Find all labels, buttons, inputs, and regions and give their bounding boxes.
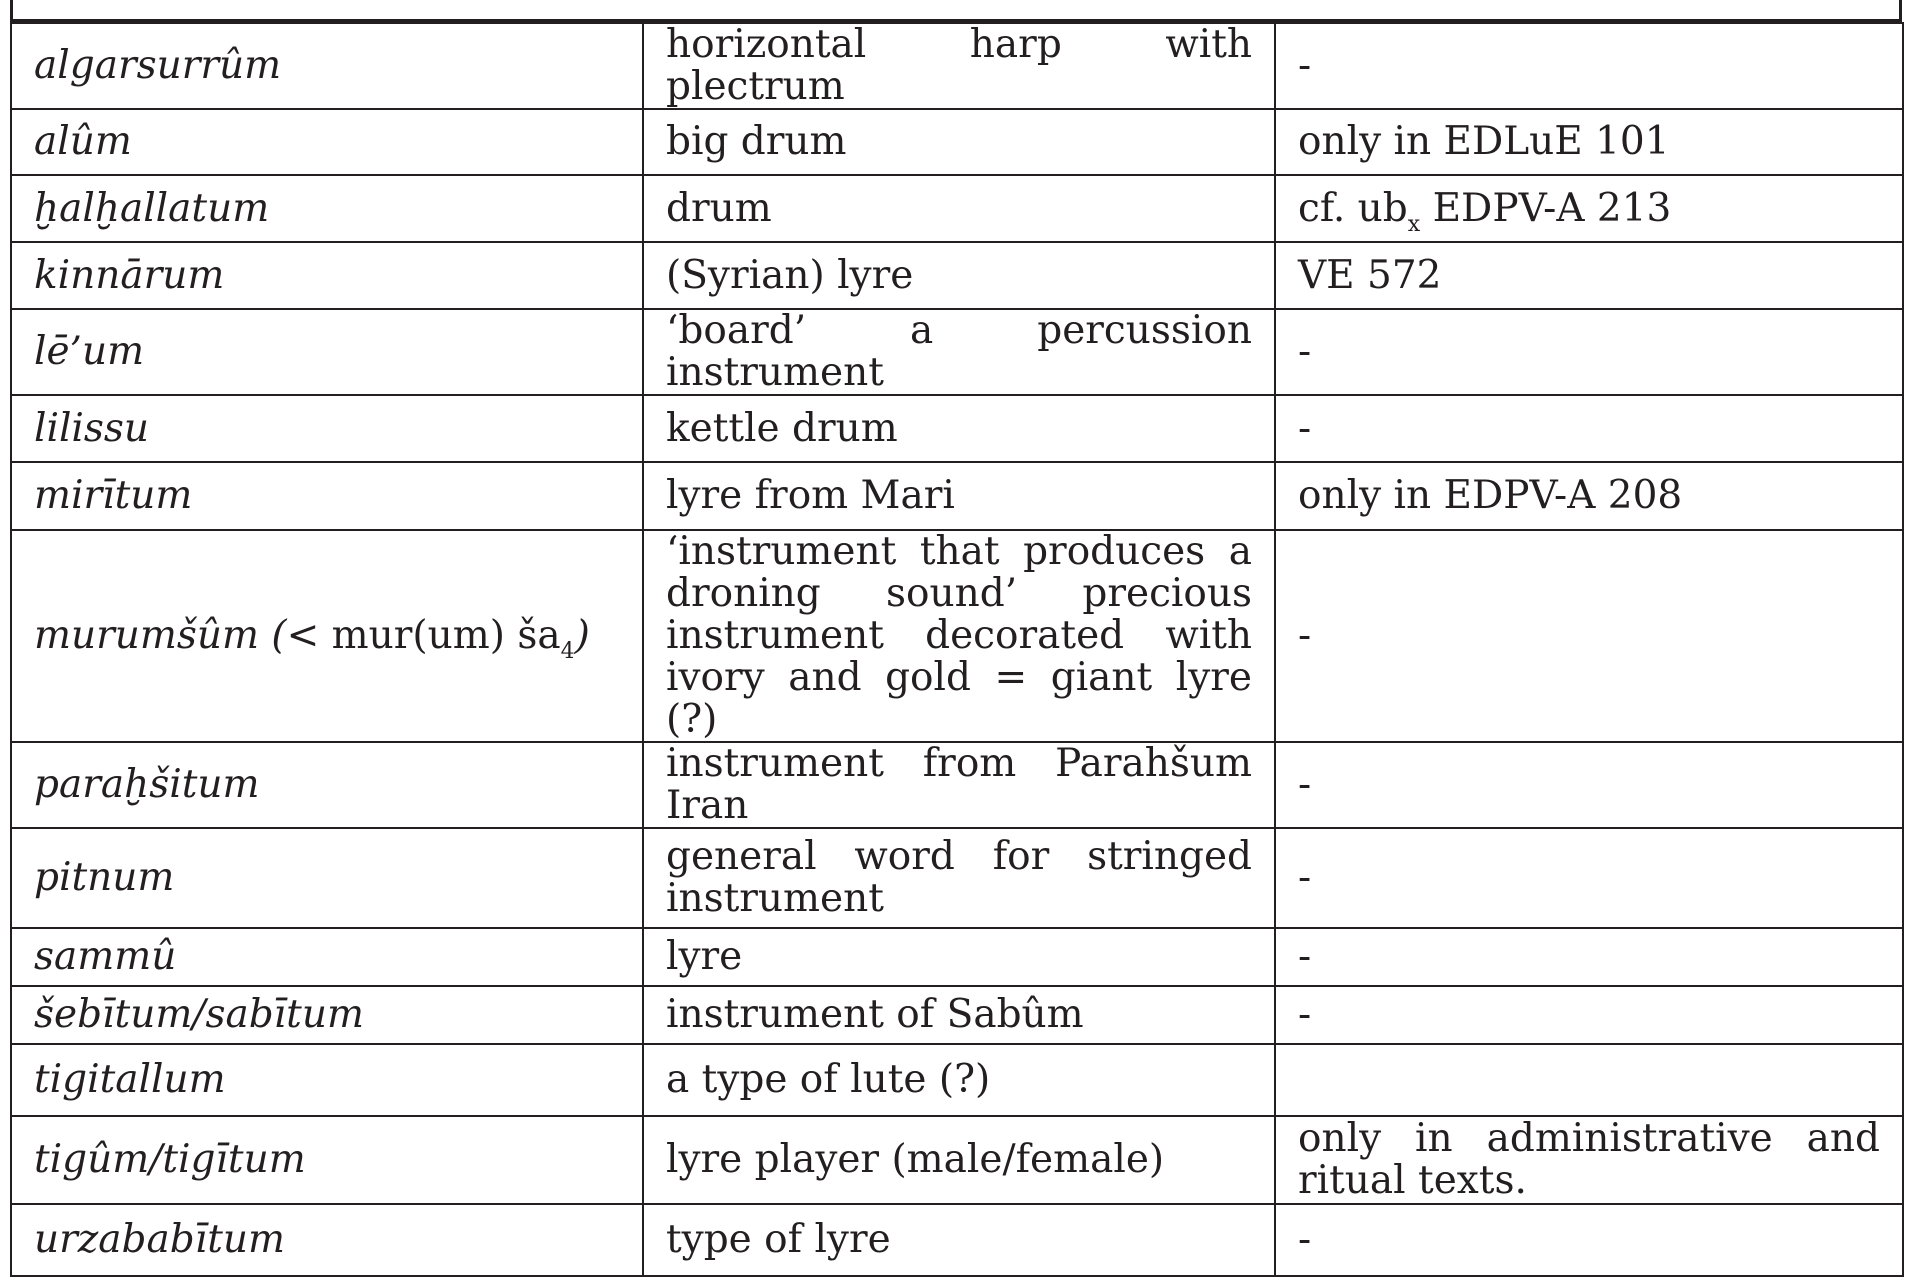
note-subscript: x: [1407, 211, 1421, 237]
note-cell: -: [1275, 23, 1903, 109]
term-etymology: < mur(um) ša: [286, 613, 561, 658]
note-cell: -: [1275, 530, 1903, 742]
term-cell: algarsurrûm: [11, 23, 643, 109]
meaning-cell: lyre: [643, 928, 1275, 986]
term-cell: alûm: [11, 109, 643, 175]
note-cell: only in administrative and ritual texts.: [1275, 1116, 1903, 1204]
term-cell: urzababītum: [11, 1204, 643, 1276]
term-cell: lē’um: [11, 309, 643, 395]
meaning-cell: big drum: [643, 109, 1275, 175]
term-cell: kinnārum: [11, 242, 643, 309]
meaning-cell: general word for stringed instrument: [643, 828, 1275, 928]
note-cell: -: [1275, 986, 1903, 1044]
note-cell: -: [1275, 309, 1903, 395]
note-cell: -: [1275, 1204, 1903, 1276]
table-row: [11, 1044, 1903, 1116]
note-cell: -: [1275, 928, 1903, 986]
table-row: [11, 742, 1903, 828]
table-row: [11, 462, 1903, 530]
term-subscript: 4: [560, 639, 575, 664]
table-row: [11, 986, 1903, 1044]
meaning-cell: lyre from Mari: [643, 462, 1275, 530]
instrument-lexicon-table: [10, 22, 1904, 1277]
meaning-cell: instrument of Sabûm: [643, 986, 1275, 1044]
table-row: [11, 1116, 1903, 1204]
term-cell: tigitallum: [11, 1044, 643, 1116]
table-row: [11, 395, 1903, 462]
term-text: ): [574, 613, 590, 658]
table-row: [11, 530, 1903, 742]
note-cell: VE 572: [1275, 242, 1903, 309]
term-text: murumšûm (: [34, 613, 287, 658]
note-cell: only in EDPV-A 208: [1275, 462, 1903, 530]
table-row: [11, 23, 1903, 109]
meaning-cell: drum: [643, 175, 1275, 242]
meaning-cell: kettle drum: [643, 395, 1275, 462]
note-text: EDPV-A 213: [1420, 185, 1672, 231]
meaning-cell: horizontal harp with plectrum: [643, 23, 1275, 109]
meaning-cell: lyre player (male/female): [643, 1116, 1275, 1204]
term-cell: šebītum/sabītum: [11, 986, 643, 1044]
table-row: [11, 928, 1903, 986]
table-row: [11, 109, 1903, 175]
meaning-cell: instrument from Parahšum Iran: [643, 742, 1275, 828]
note-cell: only in EDLuE 101: [1275, 109, 1903, 175]
meaning-cell: ‘board’ a percussion instrument: [643, 309, 1275, 395]
table-row: [11, 175, 1903, 242]
note-cell: -: [1275, 395, 1903, 462]
term-cell: mirītum: [11, 462, 643, 530]
meaning-cell: ‘instrument that produces a droning sound’ precious instrument decorated with ivory and gold = giant lyre (?): [643, 530, 1275, 742]
note-cell: -: [1275, 828, 1903, 928]
table-row: [11, 1204, 1903, 1276]
term-cell: ḫalḫallatum: [11, 175, 643, 242]
term-cell: sammû: [11, 928, 643, 986]
term-cell: tigûm/tigītum: [11, 1116, 643, 1204]
meaning-cell: type of lyre: [643, 1204, 1275, 1276]
meaning-cell: (Syrian) lyre: [643, 242, 1275, 309]
term-cell: pitnum: [11, 828, 643, 928]
table-top-frame: [10, 0, 1902, 22]
term-cell: lilissu: [11, 395, 643, 462]
table-row: [11, 309, 1903, 395]
term-cell: paraḫšitum: [11, 742, 643, 828]
meaning-cell: a type of lute (?): [643, 1044, 1275, 1116]
note-cell: -: [1275, 742, 1903, 828]
note-cell: [1275, 175, 1903, 242]
table-row: [11, 828, 1903, 928]
note-cell: [1275, 1044, 1903, 1116]
table-row: [11, 242, 1903, 309]
term-cell: [11, 530, 643, 742]
note-text: cf. ub: [1298, 185, 1408, 231]
